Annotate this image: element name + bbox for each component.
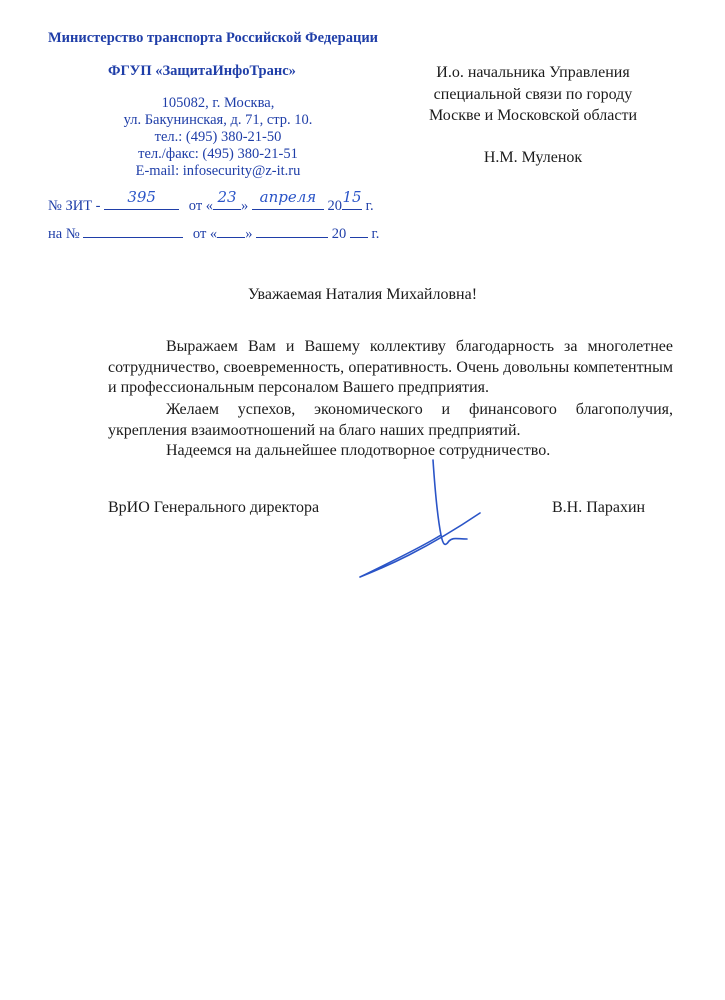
day-field: [213, 188, 241, 210]
month: апреля: [259, 188, 317, 206]
recipient-line-2: специальной связи по городу: [433, 86, 633, 103]
reply-day-field: [217, 222, 245, 238]
day: 23: [217, 188, 237, 206]
year-field: [342, 188, 362, 210]
handwritten-signature: [355, 455, 495, 585]
signature-stroke: [360, 460, 480, 577]
reply-from-label: от «: [192, 226, 218, 242]
year-suffix: 15: [342, 188, 362, 206]
reply-year-label: г.: [371, 226, 380, 242]
recipient-name: Н.М. Муленок: [483, 149, 583, 166]
ref-number: 395: [127, 188, 156, 206]
email: E-mail: infosecurity@z-it.ru: [135, 163, 301, 179]
year-label: г.: [365, 198, 374, 214]
paragraph-hope: Надеемся на дальнейшее плодотворное сотрудничество.: [166, 442, 551, 459]
from-label: от «: [188, 198, 214, 214]
reply-year-field: [350, 222, 368, 238]
reply-label: на №: [48, 226, 80, 242]
company-name: ФГУП «ЗащитаИнфоТранс»: [108, 63, 296, 79]
paragraph-wishes: Желаем успехов, экономического и финансового благополучия, укрепления взаимоотношений на благо наших предприятий.: [108, 401, 673, 439]
paragraph-gratitude: Выражаем Вам и Вашему коллективу благодарность за многолетнее сотрудничество, своевременность, оперативность. Очень довольны компетентным и профессиональным персоналом Вашего предприятия.: [108, 338, 673, 396]
reply-year-prefix: 20: [331, 226, 347, 242]
address-line-1: 105082, г. Москва,: [161, 95, 275, 111]
signer-title: ВрИО Генерального директора: [108, 499, 320, 516]
signer-name: В.Н. Парахин: [552, 499, 646, 516]
phone: тел.: (495) 380-21-50: [154, 129, 282, 145]
ref-number-field: [104, 188, 179, 210]
close-quote: »: [241, 198, 249, 214]
address-line-2: ул. Бакунинская, д. 71, стр. 10.: [123, 112, 313, 128]
reply-month-field: [256, 222, 328, 238]
reply-close-quote: »: [245, 226, 253, 242]
salutation: Уважаемая Наталия Михайловна!: [247, 286, 478, 303]
fax: тел./факс: (495) 380-21-51: [138, 146, 298, 162]
ministry-name: Министерство транспорта Российской Федерации: [48, 30, 379, 46]
ref-label: № ЗИТ -: [48, 198, 101, 214]
year-prefix: 20: [327, 198, 343, 214]
month-field: [252, 188, 324, 210]
recipient-line-3: Москве и Московской области: [428, 107, 638, 124]
recipient-line-1: И.о. начальника Управления: [436, 64, 630, 81]
reply-reference: [48, 222, 379, 243]
reply-number-field: [83, 222, 183, 238]
outgoing-reference: [48, 188, 374, 215]
